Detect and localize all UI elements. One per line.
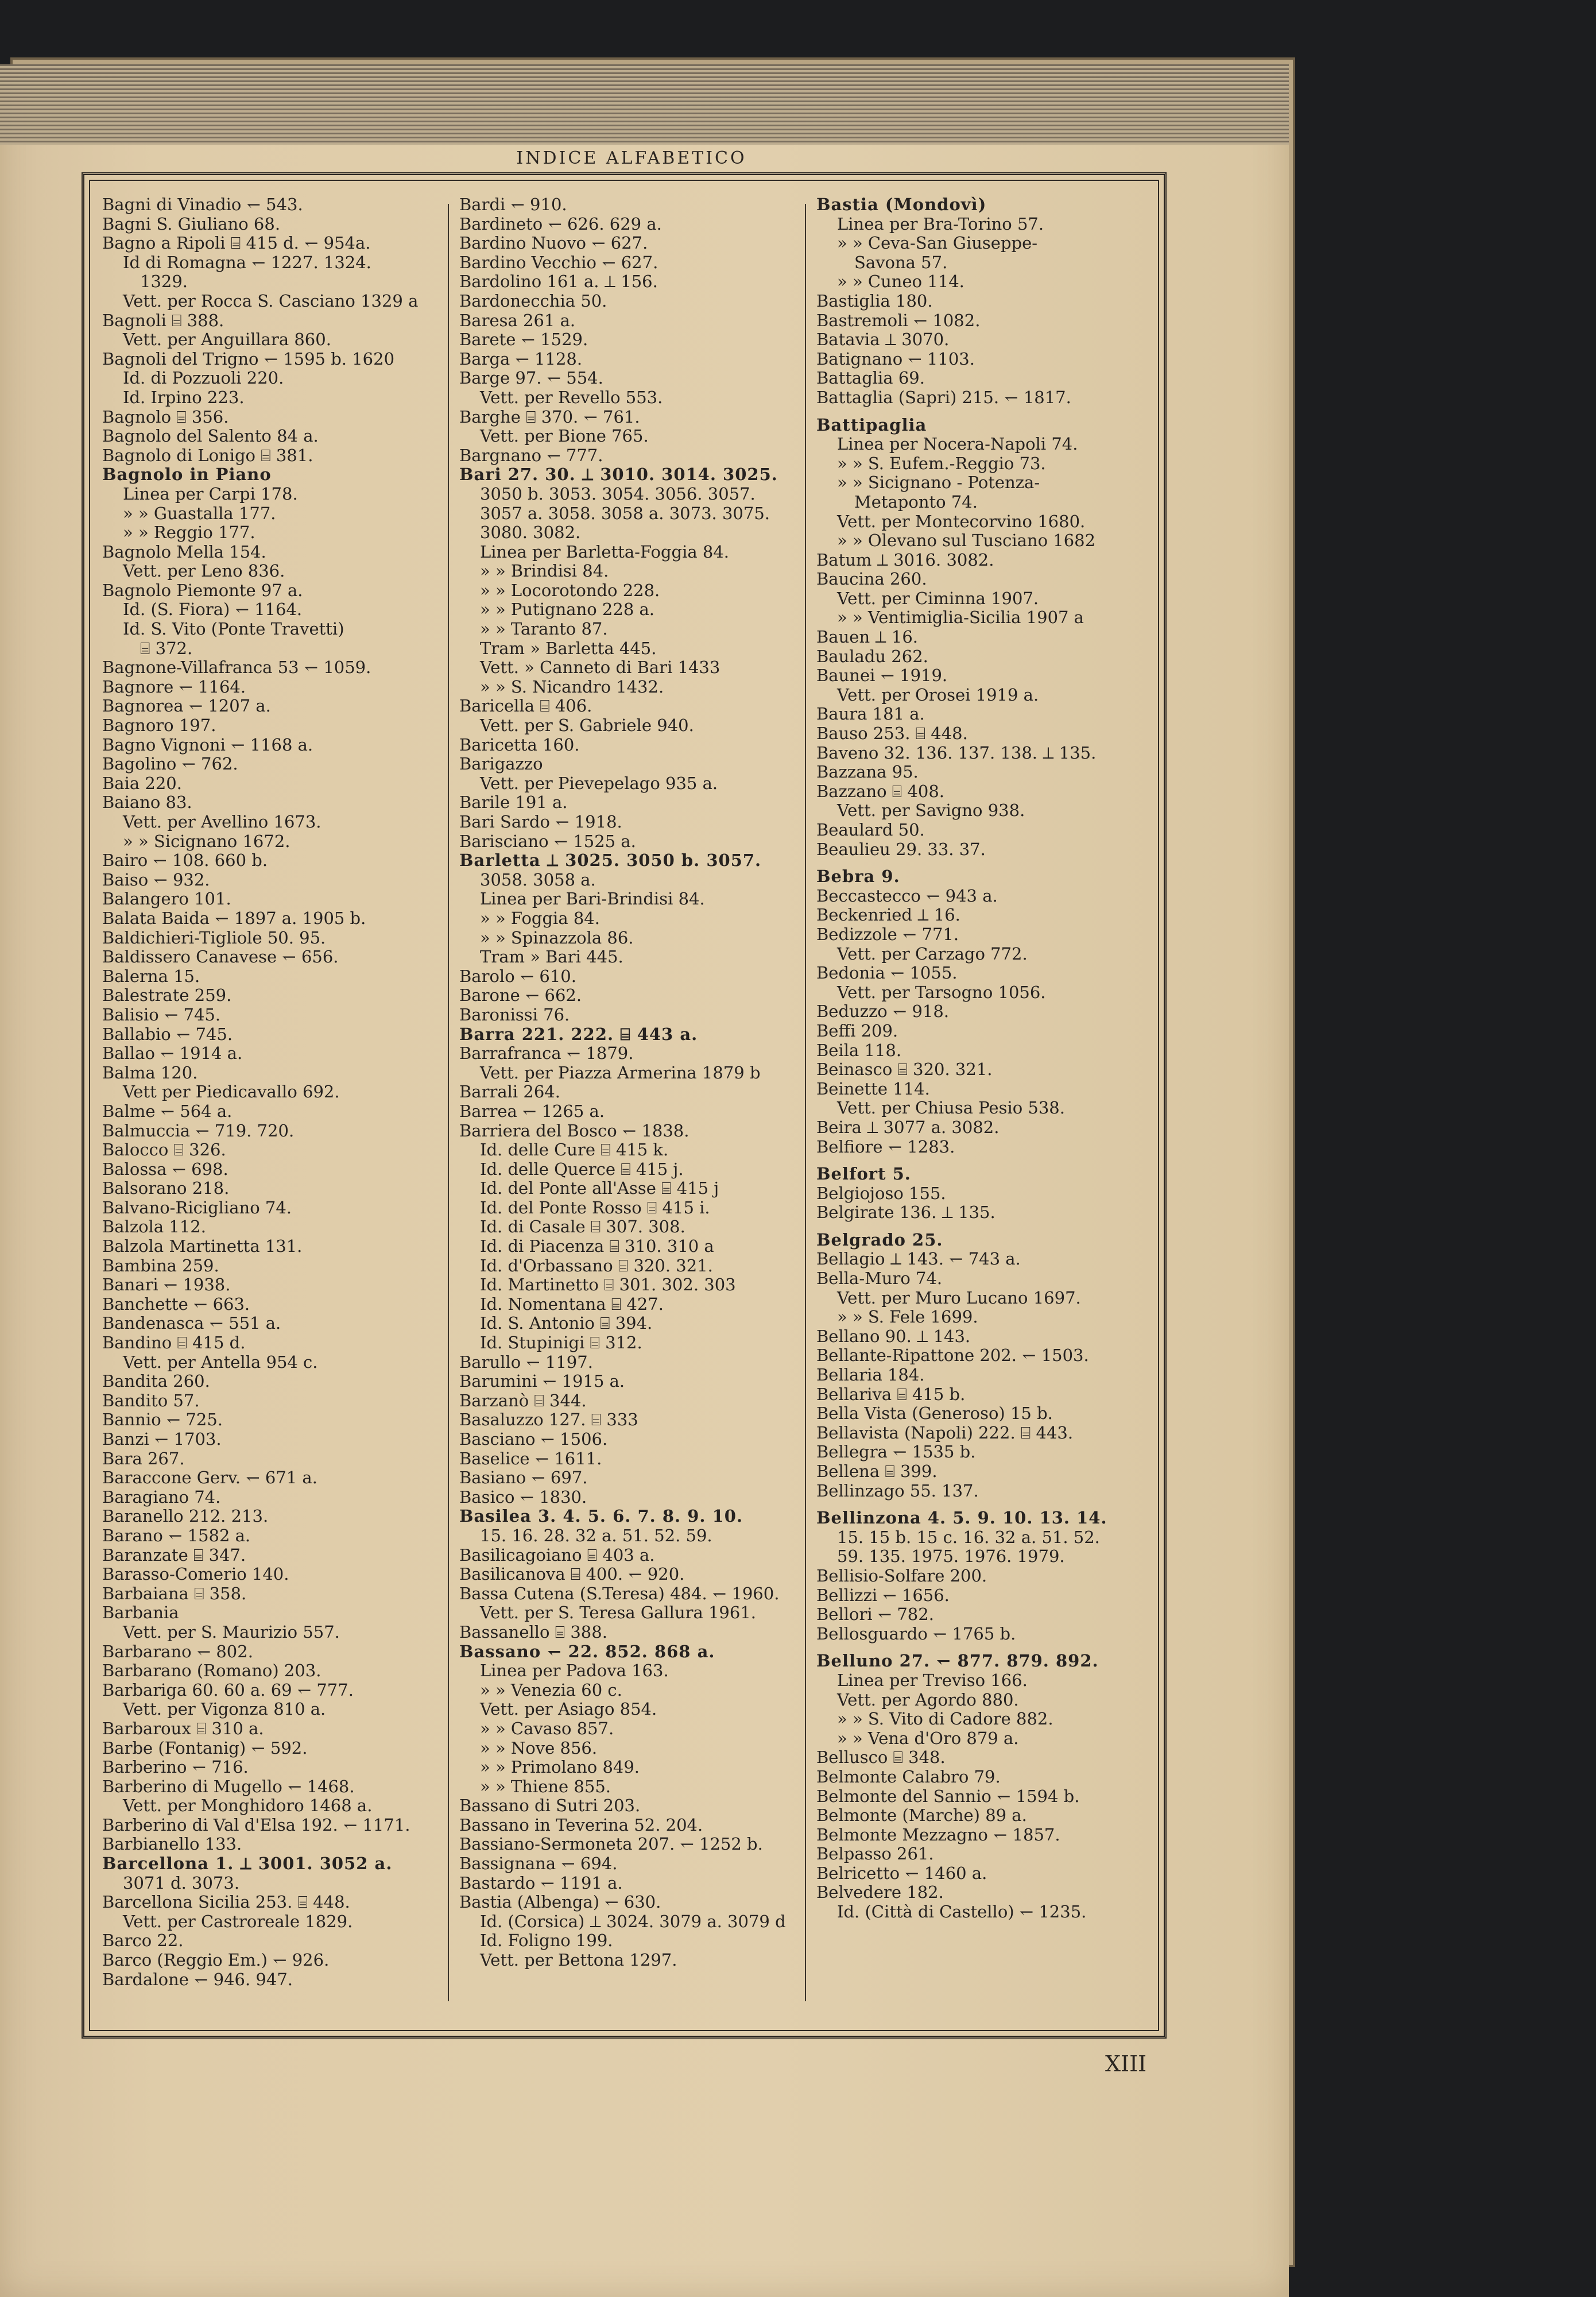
index-column-1 xyxy=(102,195,441,1989)
index-entry: Id di Romagna ↽ 1227. 1324. xyxy=(123,253,371,272)
index-entry: Baucina 260. xyxy=(816,570,927,589)
index-entry: Bagno Vignoni ↽ 1168 a. xyxy=(102,735,313,755)
index-entry: Vett. per S. Teresa Gallura 1961. xyxy=(480,1603,757,1623)
index-entry: » » Cavaso 857. xyxy=(480,1719,614,1738)
index-entry: » » Putignano 228 a. xyxy=(480,600,655,620)
index-entry: Vett. per Muro Lucano 1697. xyxy=(837,1288,1081,1308)
index-entry: Barbaiana ⌸ 358. xyxy=(102,1584,247,1603)
index-entry: Bari 27. 30. ⟂ 3010. 3014. 3025. xyxy=(459,465,778,485)
index-entry: Baveno 32. 136. 137. 138. ⟂ 135. xyxy=(816,743,1097,763)
index-entry: Tram » Barletta 445. xyxy=(480,639,657,658)
index-entry: Vett. per Agordo 880. xyxy=(837,1690,1019,1710)
index-entry: Balzola 112. xyxy=(102,1217,206,1237)
index-entry: Vett. » Canneto di Bari 1433 xyxy=(480,658,720,678)
index-entry: Baricetta 160. xyxy=(459,735,580,755)
index-entry: 59. 135. 1975. 1976. 1979. xyxy=(837,1547,1065,1567)
index-entry: Bebra 9. xyxy=(816,867,900,887)
index-entry: Bardolino 161 a. ⟂ 156. xyxy=(459,272,658,292)
index-entry: Balerna 15. xyxy=(102,966,200,986)
index-entry: Vett. per Montecorvino 1680. xyxy=(837,512,1086,531)
index-entry: 3058. 3058 a. xyxy=(480,870,596,890)
index-entry: Barbianello 133. xyxy=(102,1835,242,1854)
index-entry: Balisio ↽ 745. xyxy=(102,1005,221,1024)
index-entry: Id. S. Vito (Ponte Travetti) xyxy=(123,620,344,639)
index-entry: Id. delle Querce ⌸ 415 j. xyxy=(480,1159,684,1179)
index-entry: Balossa ↽ 698. xyxy=(102,1159,228,1179)
index-entry: Battaglia 69. xyxy=(816,369,925,388)
index-entry: Vett. per S. Maurizio 557. xyxy=(123,1622,340,1642)
index-entry: Barasso-Comerio 140. xyxy=(102,1565,289,1584)
index-entry: Barile 191 a. xyxy=(459,793,568,813)
index-entry: Bagno a Ripoli ⌸ 415 d. ↽ 954a. xyxy=(102,234,371,253)
index-entry: Barrali 264. xyxy=(459,1082,560,1102)
index-entry: Belgrado 25. xyxy=(816,1230,943,1250)
index-entry: Bagni di Vinadio ↽ 543. xyxy=(102,195,303,214)
index-entry: Belfiore ↽ 1283. xyxy=(816,1137,955,1157)
index-entry: Barbe (Fontanig) ↽ 592. xyxy=(102,1738,308,1758)
index-entry: Belmonte (Marche) 89 a. xyxy=(816,1806,1027,1826)
index-entry: Bedonia ↽ 1055. xyxy=(816,964,958,983)
index-entry: Baura 181 a. xyxy=(816,705,925,724)
index-entry: Baragiano 74. xyxy=(102,1487,221,1507)
index-entry: Vett. per Carzago 772. xyxy=(837,944,1028,964)
index-entry: Id. (S. Fiora) ↽ 1164. xyxy=(123,600,303,620)
index-entry: Bardonecchia 50. xyxy=(459,291,607,311)
index-entry: Vett. per Leno 836. xyxy=(123,562,285,581)
index-entry: Bardi ↽ 910. xyxy=(459,195,567,214)
index-entry: Bardalone ↽ 946. 947. xyxy=(102,1970,293,1989)
index-entry: Beffi 209. xyxy=(816,1021,898,1041)
index-entry: Bardineto ↽ 626. 629 a. xyxy=(459,214,662,234)
index-entry: Baricella ⌸ 406. xyxy=(459,697,592,716)
index-entry: 3071 d. 3073. xyxy=(123,1873,240,1893)
index-entry: Barcellona Sicilia 253. ⌸ 448. xyxy=(102,1893,350,1912)
index-entry: Barano ↽ 1582 a. xyxy=(102,1526,251,1545)
index-entry: Beila 118. xyxy=(816,1041,902,1060)
index-entry: Belpasso 261. xyxy=(816,1844,934,1864)
index-entry: 3050 b. 3053. 3054. 3056. 3057. xyxy=(480,484,756,504)
index-entry: Bardino Vecchio ↽ 627. xyxy=(459,253,658,272)
index-entry: Bardino Nuovo ↽ 627. xyxy=(459,234,648,253)
index-entry: Barriera del Bosco ↽ 1838. xyxy=(459,1121,689,1140)
index-entry: Barcellona 1. ⟂ 3001. 3052 a. xyxy=(102,1854,393,1874)
index-entry: Barberino di Val d'Elsa 192. ↽ 1171. xyxy=(102,1815,410,1835)
index-entry: Baronissi 76. xyxy=(459,1005,570,1024)
index-entry: Bellariva ⌸ 415 b. xyxy=(816,1385,966,1404)
index-entry: Balma 120. xyxy=(102,1063,198,1082)
index-entry: Vett. per Asiago 854. xyxy=(480,1700,657,1719)
index-entry: Vett. per Vigonza 810 a. xyxy=(123,1700,326,1719)
index-entry: Id. Stupinigi ⌸ 312. xyxy=(480,1333,642,1353)
index-entry: Baiano 83. xyxy=(102,793,192,813)
index-entry: Linea per Barletta-Foggia 84. xyxy=(480,542,730,562)
index-entry: Beinasco ⌸ 320. 321. xyxy=(816,1060,993,1080)
index-entry: Bedizzole ↽ 771. xyxy=(816,925,959,944)
index-entry: Balme ↽ 564 a. xyxy=(102,1101,233,1121)
index-entry: Bastardo ↽ 1191 a. xyxy=(459,1873,623,1893)
page-edges-stack xyxy=(0,64,1289,145)
index-entry: Barbania xyxy=(102,1603,179,1623)
index-entry: Barco (Reggio Em.) ↽ 926. xyxy=(102,1951,330,1970)
index-entry: Vett. per Bettona 1297. xyxy=(480,1951,677,1970)
index-entry: Basilea 3. 4. 5. 6. 7. 8. 9. 10. xyxy=(459,1507,743,1526)
index-entry: Barbarano (Romano) 203. xyxy=(102,1661,321,1681)
index-entry: Belfort 5. xyxy=(816,1165,911,1184)
index-entry: » » Primolano 849. xyxy=(480,1758,640,1777)
index-entry: Barbaroux ⌸ 310 a. xyxy=(102,1719,264,1738)
index-entry: Beira ⟂ 3077 a. 3082. xyxy=(816,1117,1000,1137)
index-entry: Metaponto 74. xyxy=(854,492,978,512)
index-entry: Id. delle Cure ⌸ 415 k. xyxy=(480,1140,669,1160)
index-entry: Vett. per Piazza Armerina 1879 b xyxy=(480,1063,761,1082)
index-entry: Basiano ↽ 697. xyxy=(459,1468,588,1488)
index-entry: Balocco ⌸ 326. xyxy=(102,1140,226,1160)
index-entry: Vett. per Antella 954 c. xyxy=(123,1352,318,1372)
index-entry: Bellano 90. ⟂ 143. xyxy=(816,1327,971,1346)
index-entry: Battaglia (Sapri) 215. ↽ 1817. xyxy=(816,388,1071,407)
index-entry: Bandita 260. xyxy=(102,1372,210,1391)
index-entry: Balzola Martinetta 131. xyxy=(102,1237,303,1256)
index-entry: Id. del Ponte all'Asse ⌸ 415 j xyxy=(480,1179,719,1198)
index-entry: Barigazzo xyxy=(459,755,543,774)
index-entry: Barga ↽ 1128. xyxy=(459,349,583,369)
index-entry: Bagnoro 197. xyxy=(102,716,216,736)
index-entry: ⌸ 372. xyxy=(140,639,193,658)
index-entry: Vett. per Revello 553. xyxy=(480,388,663,407)
index-entry: Bargnano ↽ 777. xyxy=(459,446,603,465)
index-entry: Linea per Bari-Brindisi 84. xyxy=(480,890,705,909)
column-divider-1 xyxy=(448,204,449,2001)
index-entry: Bagnolo del Salento 84 a. xyxy=(102,427,319,446)
index-entry: Vett. per Avellino 1673. xyxy=(123,813,321,832)
index-entry: Baunei ↽ 1919. xyxy=(816,666,948,686)
index-entry: Bellagio ⟂ 143. ↽ 743 a. xyxy=(816,1250,1021,1269)
index-entry: Linea per Carpi 178. xyxy=(123,484,298,504)
index-entry: Balestrate 259. xyxy=(102,986,232,1006)
index-entry: Id. Foligno 199. xyxy=(480,1931,613,1951)
index-entry: Belmonte Calabro 79. xyxy=(816,1767,1001,1786)
index-entry: Beaulieu 29. 33. 37. xyxy=(816,840,986,859)
index-entry: Belricetto ↽ 1460 a. xyxy=(816,1863,987,1883)
index-entry: Tram » Bari 445. xyxy=(480,948,623,967)
index-entry: » » Brindisi 84. xyxy=(480,562,609,581)
index-entry: Barberino di Mugello ↽ 1468. xyxy=(102,1777,355,1796)
index-entry: Vett. per Anguillara 860. xyxy=(123,330,331,350)
index-entry: Baia 220. xyxy=(102,774,182,793)
index-entry: Bauso 253. ⌸ 448. xyxy=(816,724,968,744)
index-entry: Bellena ⌸ 399. xyxy=(816,1462,938,1481)
index-entry: Bagnoli ⌸ 388. xyxy=(102,311,224,330)
index-entry: Bastremoli ↽ 1082. xyxy=(816,311,981,330)
index-entry: Bauladu 262. xyxy=(816,647,928,666)
index-entry: Id. di Piacenza ⌸ 310. 310 a xyxy=(480,1237,714,1256)
index-entry: Linea per Nocera-Napoli 74. xyxy=(837,435,1078,454)
index-entry: Bellisio-Solfare 200. xyxy=(816,1566,987,1586)
index-entry: Id. di Pozzuoli 220. xyxy=(123,369,284,388)
index-entry: » » Sicignano - Potenza- xyxy=(837,473,1040,493)
index-entry: Bagnolo Piemonte 97 a. xyxy=(102,581,303,600)
index-entry: Barge 97. ↽ 554. xyxy=(459,369,603,388)
index-entry: Baranello 212. 213. xyxy=(102,1507,269,1526)
index-entry: Vett. per Ciminna 1907. xyxy=(837,589,1039,608)
index-entry: Bellosguardo ↽ 1765 b. xyxy=(816,1624,1016,1644)
index-entry: » » S. Nicandro 1432. xyxy=(480,677,664,697)
index-entry: Bellegra ↽ 1535 b. xyxy=(816,1443,976,1462)
index-entry: Bellante-Ripattone 202. ↽ 1503. xyxy=(816,1346,1089,1366)
index-entry: Bauen ⟂ 16. xyxy=(816,628,919,647)
index-entry: Beduzzo ↽ 918. xyxy=(816,1002,950,1022)
index-column-2 xyxy=(459,195,798,1970)
index-entry: Banzi ↽ 1703. xyxy=(102,1430,222,1449)
index-entry: 3080. 3082. xyxy=(480,523,581,543)
index-entry: » » Venezia 60 c. xyxy=(480,1680,622,1700)
index-column-3 xyxy=(816,195,1155,1922)
index-entry: Barletta ⟂ 3025. 3050 b. 3057. xyxy=(459,851,762,871)
index-entry: Vett. per Monghidoro 1468 a. xyxy=(123,1796,373,1816)
index-entry: Bellavista (Napoli) 222. ⌸ 443. xyxy=(816,1423,1074,1443)
index-entry: Id. del Ponte Rosso ⌸ 415 i. xyxy=(480,1198,710,1217)
index-entry: Vett per Piedicavallo 692. xyxy=(123,1082,340,1102)
index-entry: Bagnolo in Piano xyxy=(102,465,272,485)
index-entry: Bandito 57. xyxy=(102,1391,200,1410)
index-entry: Baiso ↽ 932. xyxy=(102,870,210,890)
index-entry: Vett. per Tarsogno 1056. xyxy=(837,983,1046,1002)
index-entry: Vett. per Pievepelago 935 a. xyxy=(480,774,718,793)
index-entry: Bassanello ⌸ 388. xyxy=(459,1622,607,1642)
index-entry: Bassa Cutena (S.Teresa) 484. ↽ 1960. xyxy=(459,1584,780,1603)
index-entry: Belluno 27. ↽ 877. 879. 892. xyxy=(816,1652,1099,1671)
index-entry: Bagni S. Giuliano 68. xyxy=(102,214,281,234)
index-entry: Vett. per Rocca S. Casciano 1329 a xyxy=(123,291,419,311)
index-entry: » » Sicignano 1672. xyxy=(123,832,290,851)
index-entry: Batavia ⟂ 3070. xyxy=(816,330,950,350)
index-entry: » » Thiene 855. xyxy=(480,1777,611,1796)
index-entry: Beaulard 50. xyxy=(816,821,925,840)
index-entry: Basciano ↽ 1506. xyxy=(459,1430,608,1449)
index-entry: Bastia (Mondovì) xyxy=(816,195,987,214)
index-entry: » » Ceva-San Giuseppe- xyxy=(837,234,1038,253)
index-entry: Bellinzona 4. 5. 9. 10. 13. 14. xyxy=(816,1509,1107,1528)
index-entry: Bella Vista (Generoso) 15 b. xyxy=(816,1404,1053,1424)
index-entry: » » Spinazzola 86. xyxy=(480,928,634,948)
index-entry: Bazzano ⌸ 408. xyxy=(816,782,944,801)
index-entry: Bassignana ↽ 694. xyxy=(459,1854,618,1874)
index-entry: Id. Irpino 223. xyxy=(123,388,245,407)
index-entry: Barberino ↽ 716. xyxy=(102,1758,249,1777)
index-entry: Barbariga 60. 60 a. 69 ↽ 777. xyxy=(102,1680,354,1700)
index-entry: Ballao ↽ 1914 a. xyxy=(102,1044,243,1064)
index-entry: Bagnone-Villafranca 53 ↽ 1059. xyxy=(102,658,371,678)
index-entry: » » Nove 856. xyxy=(480,1738,598,1758)
index-entry: Bagnoli del Trigno ↽ 1595 b. 1620 xyxy=(102,349,395,369)
index-entry: Savona 57. xyxy=(854,253,948,272)
page-number: XIII xyxy=(1105,2051,1147,2076)
index-entry: Basilicanova ⌸ 400. ↽ 920. xyxy=(459,1565,685,1584)
index-entry: Vett. per Castroreale 1829. xyxy=(123,1912,353,1931)
index-entry: Basaluzzo 127. ⌸ 333 xyxy=(459,1410,638,1430)
index-entry: Baldichieri-Tigliole 50. 95. xyxy=(102,928,326,948)
page-header: INDICE ALFABETICO xyxy=(516,148,747,168)
index-entry: Bassano ↽ 22. 852. 868 a. xyxy=(459,1642,715,1661)
index-entry: Bagnorea ↽ 1207 a. xyxy=(102,697,271,716)
index-entry: » » Reggio 177. xyxy=(123,523,255,543)
index-entry: Bassiano-Sermoneta 207. ↽ 1252 b. xyxy=(459,1835,763,1854)
index-entry: Baresa 261 a. xyxy=(459,311,576,330)
index-entry: Linea per Bra-Torino 57. xyxy=(837,214,1044,234)
index-entry: » » S. Vito di Cadore 882. xyxy=(837,1710,1053,1729)
index-entry: Bagnolo di Lonigo ⌸ 381. xyxy=(102,446,313,465)
index-entry: » » Guastalla 177. xyxy=(123,504,276,523)
index-entry: Barbarano ↽ 802. xyxy=(102,1642,253,1661)
index-entry: Bambina 259. xyxy=(102,1256,219,1275)
index-entry: Ballabio ↽ 745. xyxy=(102,1024,233,1044)
index-entry: Bara 267. xyxy=(102,1449,185,1468)
index-entry: Linea per Treviso 166. xyxy=(837,1670,1028,1690)
index-entry: Barzanò ⌸ 344. xyxy=(459,1391,587,1410)
index-entry: » » Taranto 87. xyxy=(480,620,608,639)
index-entry: Vett. per S. Gabriele 940. xyxy=(480,716,694,736)
index-entry: Batignano ↽ 1103. xyxy=(816,349,975,369)
index-entry: Belmonte del Sannio ↽ 1594 b. xyxy=(816,1786,1080,1806)
index-entry: Barra 221. 222. ⌸ 443 a. xyxy=(459,1024,698,1044)
index-entry: » » Foggia 84. xyxy=(480,908,600,928)
index-entry: Barullo ↽ 1197. xyxy=(459,1352,593,1372)
index-entry: » » S. Fele 1699. xyxy=(837,1308,978,1327)
index-entry: Bassano di Sutri 203. xyxy=(459,1796,641,1816)
index-entry: Id. Nomentana ⌸ 427. xyxy=(480,1294,664,1314)
index-entry: Bari Sardo ↽ 1918. xyxy=(459,813,622,832)
index-entry: Balmuccia ↽ 719. 720. xyxy=(102,1121,295,1140)
index-entry: Bastia (Albenga) ↽ 630. xyxy=(459,1893,661,1912)
index-entry: Bandenasca ↽ 551 a. xyxy=(102,1314,281,1333)
index-entry: Barghe ⌸ 370. ↽ 761. xyxy=(459,407,640,427)
index-entry: Balvano-Ricigliano 74. xyxy=(102,1198,292,1217)
index-entry: Id. S. Antonio ⌸ 394. xyxy=(480,1314,653,1333)
index-entry: Vett. per Orosei 1919 a. xyxy=(837,685,1039,705)
index-entry: Bellaria 184. xyxy=(816,1366,925,1385)
index-entry: Bellinzago 55. 137. xyxy=(816,1481,979,1501)
index-entry: Id. (Città di Castello) ↽ 1235. xyxy=(837,1902,1087,1922)
index-entry: Barrafranca ↽ 1879. xyxy=(459,1044,634,1064)
index-entry: Bagolino ↽ 762. xyxy=(102,755,238,774)
index-entry: Bellizzi ↽ 1656. xyxy=(816,1586,950,1605)
index-entry: Battipaglia xyxy=(816,415,927,435)
index-entry: Baselice ↽ 1611. xyxy=(459,1449,602,1468)
index-entry: Banchette ↽ 663. xyxy=(102,1294,250,1314)
index-entry: Barete ↽ 1529. xyxy=(459,330,588,350)
index-entry: » » Ventimiglia-Sicilia 1907 a xyxy=(837,608,1084,628)
index-entry: Barone ↽ 662. xyxy=(459,986,582,1006)
index-entry: Bannio ↽ 725. xyxy=(102,1410,223,1430)
index-entry: Vett. per Bione 765. xyxy=(480,427,649,446)
index-entry: Barolo ↽ 610. xyxy=(459,966,576,986)
index-entry: Batum ⟂ 3016. 3082. xyxy=(816,550,994,570)
index-entry: Balangero 101. xyxy=(102,890,231,909)
index-entry: Bandino ⌸ 415 d. xyxy=(102,1333,246,1353)
index-entry: Baranzate ⌸ 347. xyxy=(102,1545,246,1565)
index-entry: 15. 15 b. 15 c. 16. 32 a. 51. 52. xyxy=(837,1528,1100,1547)
index-entry: Bellusco ⌸ 348. xyxy=(816,1748,946,1768)
index-entry: Barco 22. xyxy=(102,1931,184,1951)
index-entry: Banari ↽ 1938. xyxy=(102,1275,231,1295)
index-entry: Vett. per Savigno 938. xyxy=(837,801,1025,821)
index-entry: » » Olevano sul Tusciano 1682 xyxy=(837,531,1096,551)
index-entry: 15. 16. 28. 32 a. 51. 52. 59. xyxy=(480,1526,712,1545)
index-entry: Bazzana 95. xyxy=(816,763,919,782)
index-entry: Bassano in Teverina 52. 204. xyxy=(459,1815,703,1835)
index-entry: Bairo ↽ 108. 660 b. xyxy=(102,851,268,871)
index-entry: 3057 a. 3058. 3058 a. 3073. 3075. xyxy=(480,504,770,523)
index-entry: Id. di Casale ⌸ 307. 308. xyxy=(480,1217,685,1237)
index-entry: Belmonte Mezzagno ↽ 1857. xyxy=(816,1825,1060,1844)
index-entry: Beckenried ⟂ 16. xyxy=(816,906,960,925)
index-entry: Balata Baida ↽ 1897 a. 1905 b. xyxy=(102,908,366,928)
index-entry: Barrea ↽ 1265 a. xyxy=(459,1101,605,1121)
index-entry: Belgirate 136. ⟂ 135. xyxy=(816,1203,995,1223)
index-entry: Barumini ↽ 1915 a. xyxy=(459,1372,625,1391)
index-entry: Beccastecco ↽ 943 a. xyxy=(816,886,998,906)
index-entry: » » S. Eufem.-Reggio 73. xyxy=(837,454,1046,473)
index-entry: Id. d'Orbassano ⌸ 320. 321. xyxy=(480,1256,713,1275)
index-entry: Id. (Corsica) ⟂ 3024. 3079 a. 3079 d xyxy=(480,1912,786,1931)
index-entry: Beinette 114. xyxy=(816,1079,930,1099)
index-entry: Barisciano ↽ 1525 a. xyxy=(459,832,636,851)
index-entry: Vett. per Chiusa Pesio 538. xyxy=(837,1099,1065,1118)
index-entry: Bastiglia 180. xyxy=(816,291,933,311)
index-entry: Linea per Padova 163. xyxy=(480,1661,669,1681)
index-entry: Bagnore ↽ 1164. xyxy=(102,677,246,697)
index-entry: Id. Martinetto ⌸ 301. 302. 303 xyxy=(480,1275,736,1295)
index-entry: Bagnolo Mella 154. xyxy=(102,542,266,562)
index-entry: Bagnolo ⌸ 356. xyxy=(102,407,229,427)
index-entry: Basilicagoiano ⌸ 403 a. xyxy=(459,1545,655,1565)
index-entry: Basico ↽ 1830. xyxy=(459,1487,587,1507)
index-entry: Bellori ↽ 782. xyxy=(816,1605,934,1625)
index-entry: Belvedere 182. xyxy=(816,1883,944,1902)
index-entry: » » Cuneo 114. xyxy=(837,272,964,292)
index-entry: Baraccone Gerv. ↽ 671 a. xyxy=(102,1468,317,1488)
index-entry: » » Vena d'Oro 879 a. xyxy=(837,1728,1019,1748)
index-entry: » » Locorotondo 228. xyxy=(480,581,660,600)
index-entry: Baldissero Canavese ↽ 656. xyxy=(102,948,339,967)
index-entry: Bella-Muro 74. xyxy=(816,1269,943,1289)
index-entry: Belgiojoso 155. xyxy=(816,1184,946,1203)
column-divider-2 xyxy=(805,204,806,2001)
index-entry: 1329. xyxy=(140,272,188,292)
index-entry: Balsorano 218. xyxy=(102,1179,230,1198)
